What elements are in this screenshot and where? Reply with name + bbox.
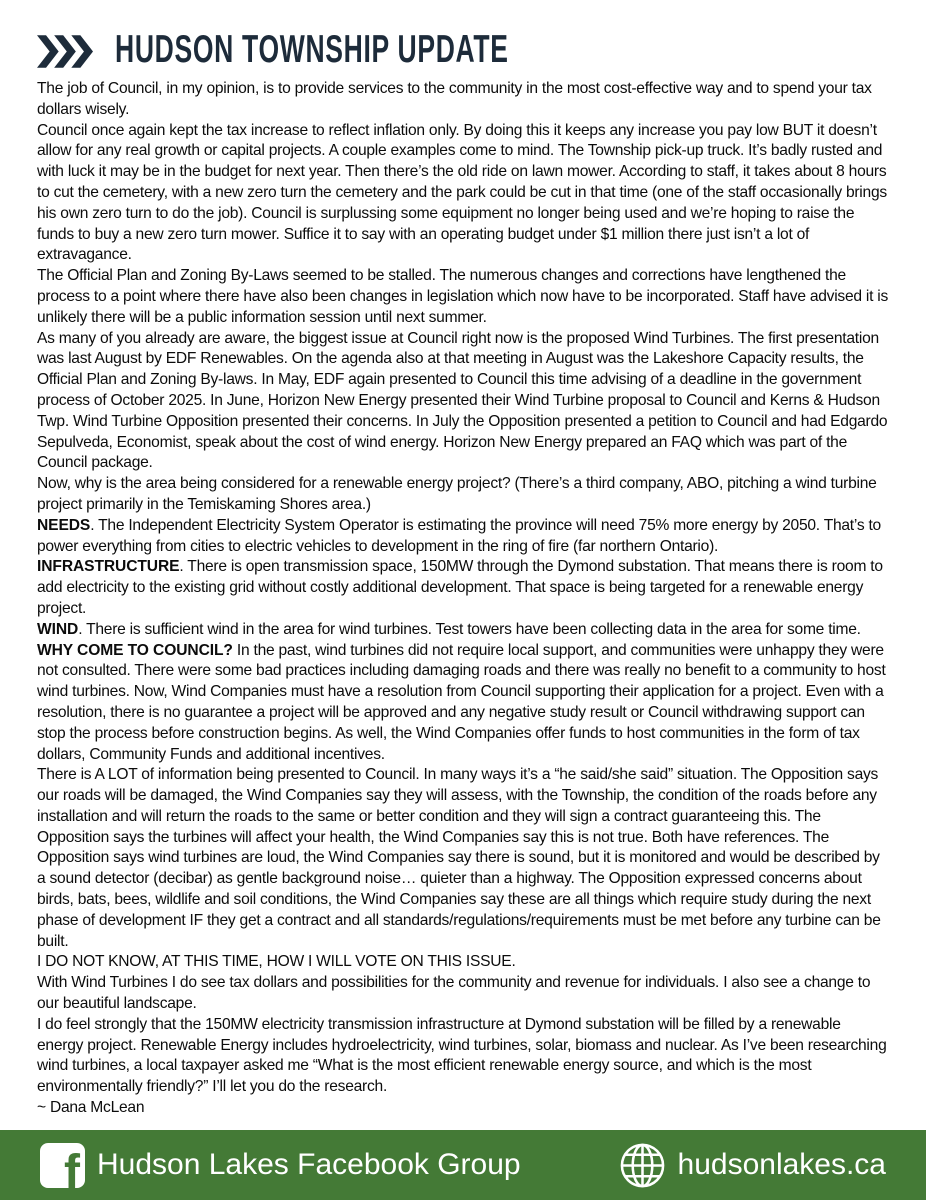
paragraph: WIND. There is sufficient wind in the area for wind turbines. Test towers have been collecting data in the area for some time. — [37, 620, 861, 638]
paragraph: WHY COME TO COUNCIL? In the past, wind turbines did not require local support, and communities were unhappy they were not consulted. There were some bad practices including damaging roads and there was really no benefit to a community to host wind turbines. Now, Wind Companies must have a resolution from Council supporting their application for a project. Even with a resolution, there is no guarantee a project will be approved and any negative study result or Council withdrawing support can stop the process before construction begins. As well, the Wind Companies offer funds to host communities in the form of tax dollars, Community Funds and additional incentives. — [37, 641, 886, 763]
paragraph: Council once again kept the tax increase to reflect inflation only. By doing this it keeps any increase you pay low BUT it doesn’t allow for any real growth or capital projects. A couple examples come to mind. The Township pick-up truck. It’s badly rusted and with luck it may be in the budget for next year. Then there’s the old ride on lawn mower. According to staff, it takes about 8 hours to cut the cemetery, with a new zero turn the cemetery and the park could be cut in that time (one of the staff occasionally brings his own zero turn to do the job). Council is surplussing some equipment no longer being used and we’re hoping to raise the funds to buy a new zero turn mower. Suffice it to say with an operating budget under $1 million there just isn’t a lot of extravagance. — [37, 121, 887, 264]
facebook-icon: f — [40, 1143, 85, 1188]
paragraph: ~ Dana McLean — [37, 1099, 145, 1117]
website-link[interactable] — [619, 1142, 886, 1189]
paragraph: With Wind Turbines I do see tax dollars and possibilities for the community and revenue for individuals. I also see a change to our beautiful landscape. — [37, 974, 871, 1013]
paragraph: I do feel strongly that the 150MW electricity transmission infrastructure at Dymond substation will be filled by a renewable energy project. Renewable Energy includes hydroelectricity, wind turbines, solar, biomass and nuclear. As I’ve been researching wind turbines, a local taxpayer asked me “What is the most efficient renewable energy source, and which is the most environmentally friendly?” I’ll let you do the research. — [37, 1015, 887, 1096]
paragraph: INFRASTRUCTURE. There is open transmission space, 150MW through the Dymond substation. That means there is room to add electricity to the existing grid without costly additional development. That space is being targeted for a renewable energy project. — [37, 558, 883, 617]
facebook-label: Hudson Lakes Facebook Group — [97, 1148, 521, 1181]
paragraph-lead: WHY COME TO COUNCIL? — [37, 641, 233, 659]
page-title: HUDSON TOWNSHIP UPDATE — [115, 28, 509, 71]
footer-bar — [0, 1130, 926, 1200]
paragraph: The job of Council, in my opinion, is to provide services to the community in the most cost-effective way and to spend your tax dollars wisely. — [37, 80, 872, 118]
page-header — [0, 0, 926, 77]
paragraph: NEEDS. The Independent Electricity System Operator is estimating the province will need 75% more energy by 2050. That’s to power everything from cities to electric vehicles to development in the ring of fire (far northern Ontario). — [37, 516, 881, 555]
globe-icon — [619, 1142, 666, 1189]
paragraph: I DO NOT KNOW, AT THIS TIME, HOW I WILL VOTE ON THIS ISSUE. — [37, 953, 516, 971]
triple-chevron-right-icon — [37, 35, 93, 68]
paragraph: There is A LOT of information being presented to Council. In many ways it’s a “he said/she said” situation. The Opposition says our roads will be damaged, the Wind Companies say they will assess, with the Township, the condition of the roads before any installation and will return the roads to the same or better condition and they will sign a contract guaranteeing this. The Opposition says the turbines will affect your health, the Wind Companies say this is not true. Both have references. The Opposition says wind turbines are loud, the Wind Companies say there is sound, but it is monitored and would be described by a sound detector (decibar) as gentle background noise… quieter than a highway. The Opposition expressed concerns about birds, bats, bees, wildlife and soil conditions, the Wind Companies say these are all things which require study during the next phase of development IF they get a contract and all standards/regulations/requirements must be met before any turbine can be built. — [37, 766, 881, 950]
paragraph: The Official Plan and Zoning By-Laws seemed to be stalled. The numerous changes and corrections have lengthened the process to a point where there have also been changes in legislation which now have to be incorporated. Staff have advised it is unlikely there will be a public information session until next summer. — [37, 267, 889, 326]
paragraph: As many of you already are aware, the biggest issue at Council right now is the proposed Wind Turbines. The first presentation was last August by EDF Renewables. On the agenda also at that meeting in August was the Lakeshore Capacity results, the Official Plan and Zoning By-laws. In May, EDF again presented to Council this time advising of a deadline in the government process of October 2025. In June, Horizon New Energy presented their Wind Turbine proposal to Council and Kerns & Hudson Twp. Wind Turbine Opposition presented their concerns. In July the Opposition presented a petition to Council and had Edgardo Sepulveda, Economist, speak about the cost of wind energy. Horizon New Energy prepared an FAQ which was part of the Council package. — [37, 329, 888, 472]
website-label: hudsonlakes.ca — [677, 1148, 886, 1181]
article-body — [0, 77, 926, 1130]
paragraph-lead: INFRASTRUCTURE — [37, 558, 180, 576]
facebook-link[interactable] — [40, 1143, 521, 1188]
paragraph-lead: NEEDS — [37, 516, 91, 534]
paragraph-lead: WIND — [37, 620, 79, 638]
paragraph: Now, why is the area being considered for a renewable energy project? (There’s a third company, ABO, pitching a wind turbine project primarily in the Temiskaming Shores area.) — [37, 475, 877, 513]
